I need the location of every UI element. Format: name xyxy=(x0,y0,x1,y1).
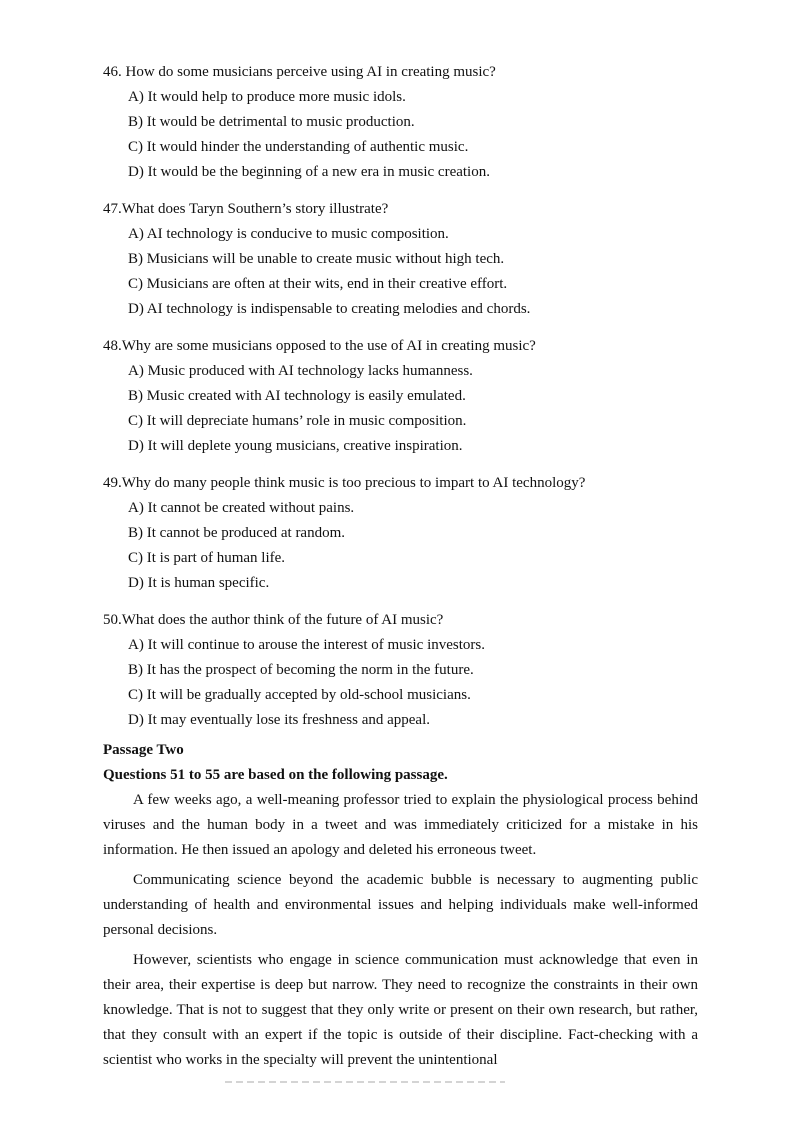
question-list xyxy=(103,60,703,745)
question-46 xyxy=(103,60,703,185)
option-a: A) AI technology is conducive to music composition. xyxy=(128,226,449,242)
option-c: C) Musicians are often at their wits, end in their creative effort. xyxy=(128,276,508,292)
option-b: B) It cannot be produced at random. xyxy=(128,525,346,541)
question-50 xyxy=(103,608,703,733)
question-text: 46. How do some musicians perceive using AI in creating music? xyxy=(103,64,496,80)
option-b: B) It has the prospect of becoming the norm in the future. xyxy=(128,662,474,678)
option-list xyxy=(103,359,703,459)
option-b: B) Music created with AI technology is easily emulated. xyxy=(128,388,466,404)
option-list xyxy=(103,222,703,322)
option-c: C) It will depreciate humans’ role in music composition. xyxy=(128,413,467,429)
passage-two xyxy=(103,738,698,1078)
passage-paragraph: A few weeks ago, a well-meaning professor tried to explain the physiological process behind viruses and the human body in a tweet and was immediately criticized for a mistake in his information. He then issued an apology and deleted his erroneous tweet. xyxy=(103,792,698,858)
passage-instruction: Questions 51 to 55 are based on the following passage. xyxy=(103,767,448,783)
option-d: D) It is human specific. xyxy=(128,575,270,591)
option-list xyxy=(103,85,703,185)
option-a: A) It cannot be created without pains. xyxy=(128,500,355,516)
option-a: A) Music produced with AI technology lacks humanness. xyxy=(128,363,473,379)
option-d: D) AI technology is indispensable to creating melodies and chords. xyxy=(128,301,531,317)
option-d: D) It would be the beginning of a new era in music creation. xyxy=(128,164,490,180)
question-47 xyxy=(103,197,703,322)
passage-paragraph: Communicating science beyond the academic bubble is necessary to augmenting public understanding of health and environmental issues and helping individuals make well-informed personal decisions. xyxy=(103,872,698,938)
question-text: 47.What does Taryn Southern’s story illustrate? xyxy=(103,201,389,217)
option-c: C) It will be gradually accepted by old-school musicians. xyxy=(128,687,471,703)
option-d: D) It will deplete young musicians, creative inspiration. xyxy=(128,438,463,454)
cropped-footer-text xyxy=(225,1078,505,1086)
option-a: A) It would help to produce more music idols. xyxy=(128,89,406,105)
option-c: C) It is part of human life. xyxy=(128,550,286,566)
question-49 xyxy=(103,471,703,596)
option-list xyxy=(103,496,703,596)
question-48 xyxy=(103,334,703,459)
option-b: B) It would be detrimental to music production. xyxy=(128,114,415,130)
question-text: 48.Why are some musicians opposed to the use of AI in creating music? xyxy=(103,338,536,354)
passage-paragraph: However, scientists who engage in science communication must acknowledge that even in their area, their expertise is deep but narrow. They need to recognize the constraints in their own knowledge. That is not to suggest that they only write or present on their own research, but rather, that they consult with an expert if the topic is outside of their discipline. Fact-checking with a scientist who works in the specialty will prevent the unintentional xyxy=(103,952,698,1068)
option-b: B) Musicians will be unable to create music without high tech. xyxy=(128,251,505,267)
option-d: D) It may eventually lose its freshness and appeal. xyxy=(128,712,430,728)
option-list xyxy=(103,633,703,733)
passage-title: Passage Two xyxy=(103,742,184,758)
question-text: 49.Why do many people think music is too precious to impart to AI technology? xyxy=(103,475,586,491)
question-text: 50.What does the author think of the future of AI music? xyxy=(103,612,444,628)
option-c: C) It would hinder the understanding of authentic music. xyxy=(128,139,469,155)
option-a: A) It will continue to arouse the interest of music investors. xyxy=(128,637,486,653)
